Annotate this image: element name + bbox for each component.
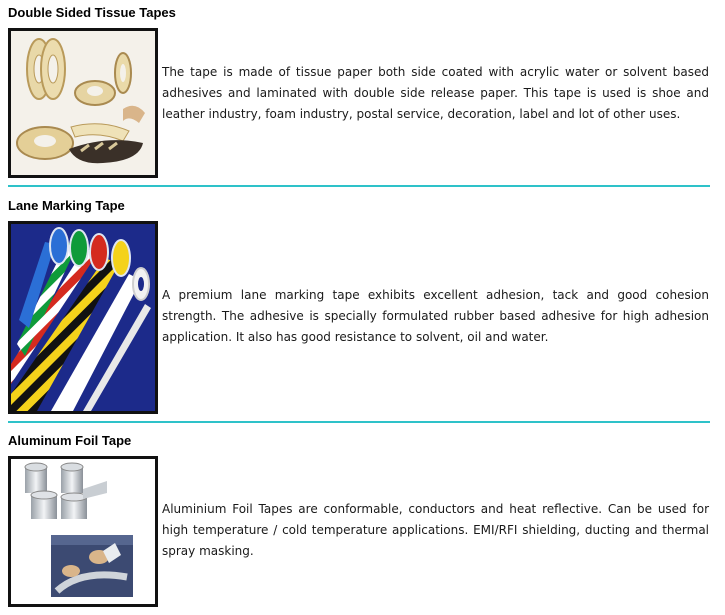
section-divider [8,185,710,187]
aluminum-foil-tape-photo [8,456,158,607]
product-description: The tape is made of tissue paper both side coated with acrylic water or solvent based adhesives and laminated with double side release paper. This tape is used is shoe and leather industry, foam industry, postal service, decoration, label and lot of other uses. [162,65,709,121]
tissue-tape-rolls-photo [8,28,158,178]
product-description: A premium lane marking tape exhibits excellent adhesion, tack and good cohesion strength. The adhesive is specially formulated rubber based adhesive for high adhesion application. It also has good resistance to solvent, oil and water. [162,288,709,344]
lane-marking-tape-photo [8,221,158,414]
product-title: Aluminum Foil Tape [8,433,132,448]
product-title: Lane Marking Tape [8,198,125,213]
section-divider [8,421,710,423]
product-title: Double Sided Tissue Tapes [8,5,176,20]
product-description: Aluminium Foil Tapes are conformable, conductors and heat reflective. Can be used for high temperature / cold temperature applications. EMI/RFI shielding, ducting and thermal spray masking. [162,502,709,558]
